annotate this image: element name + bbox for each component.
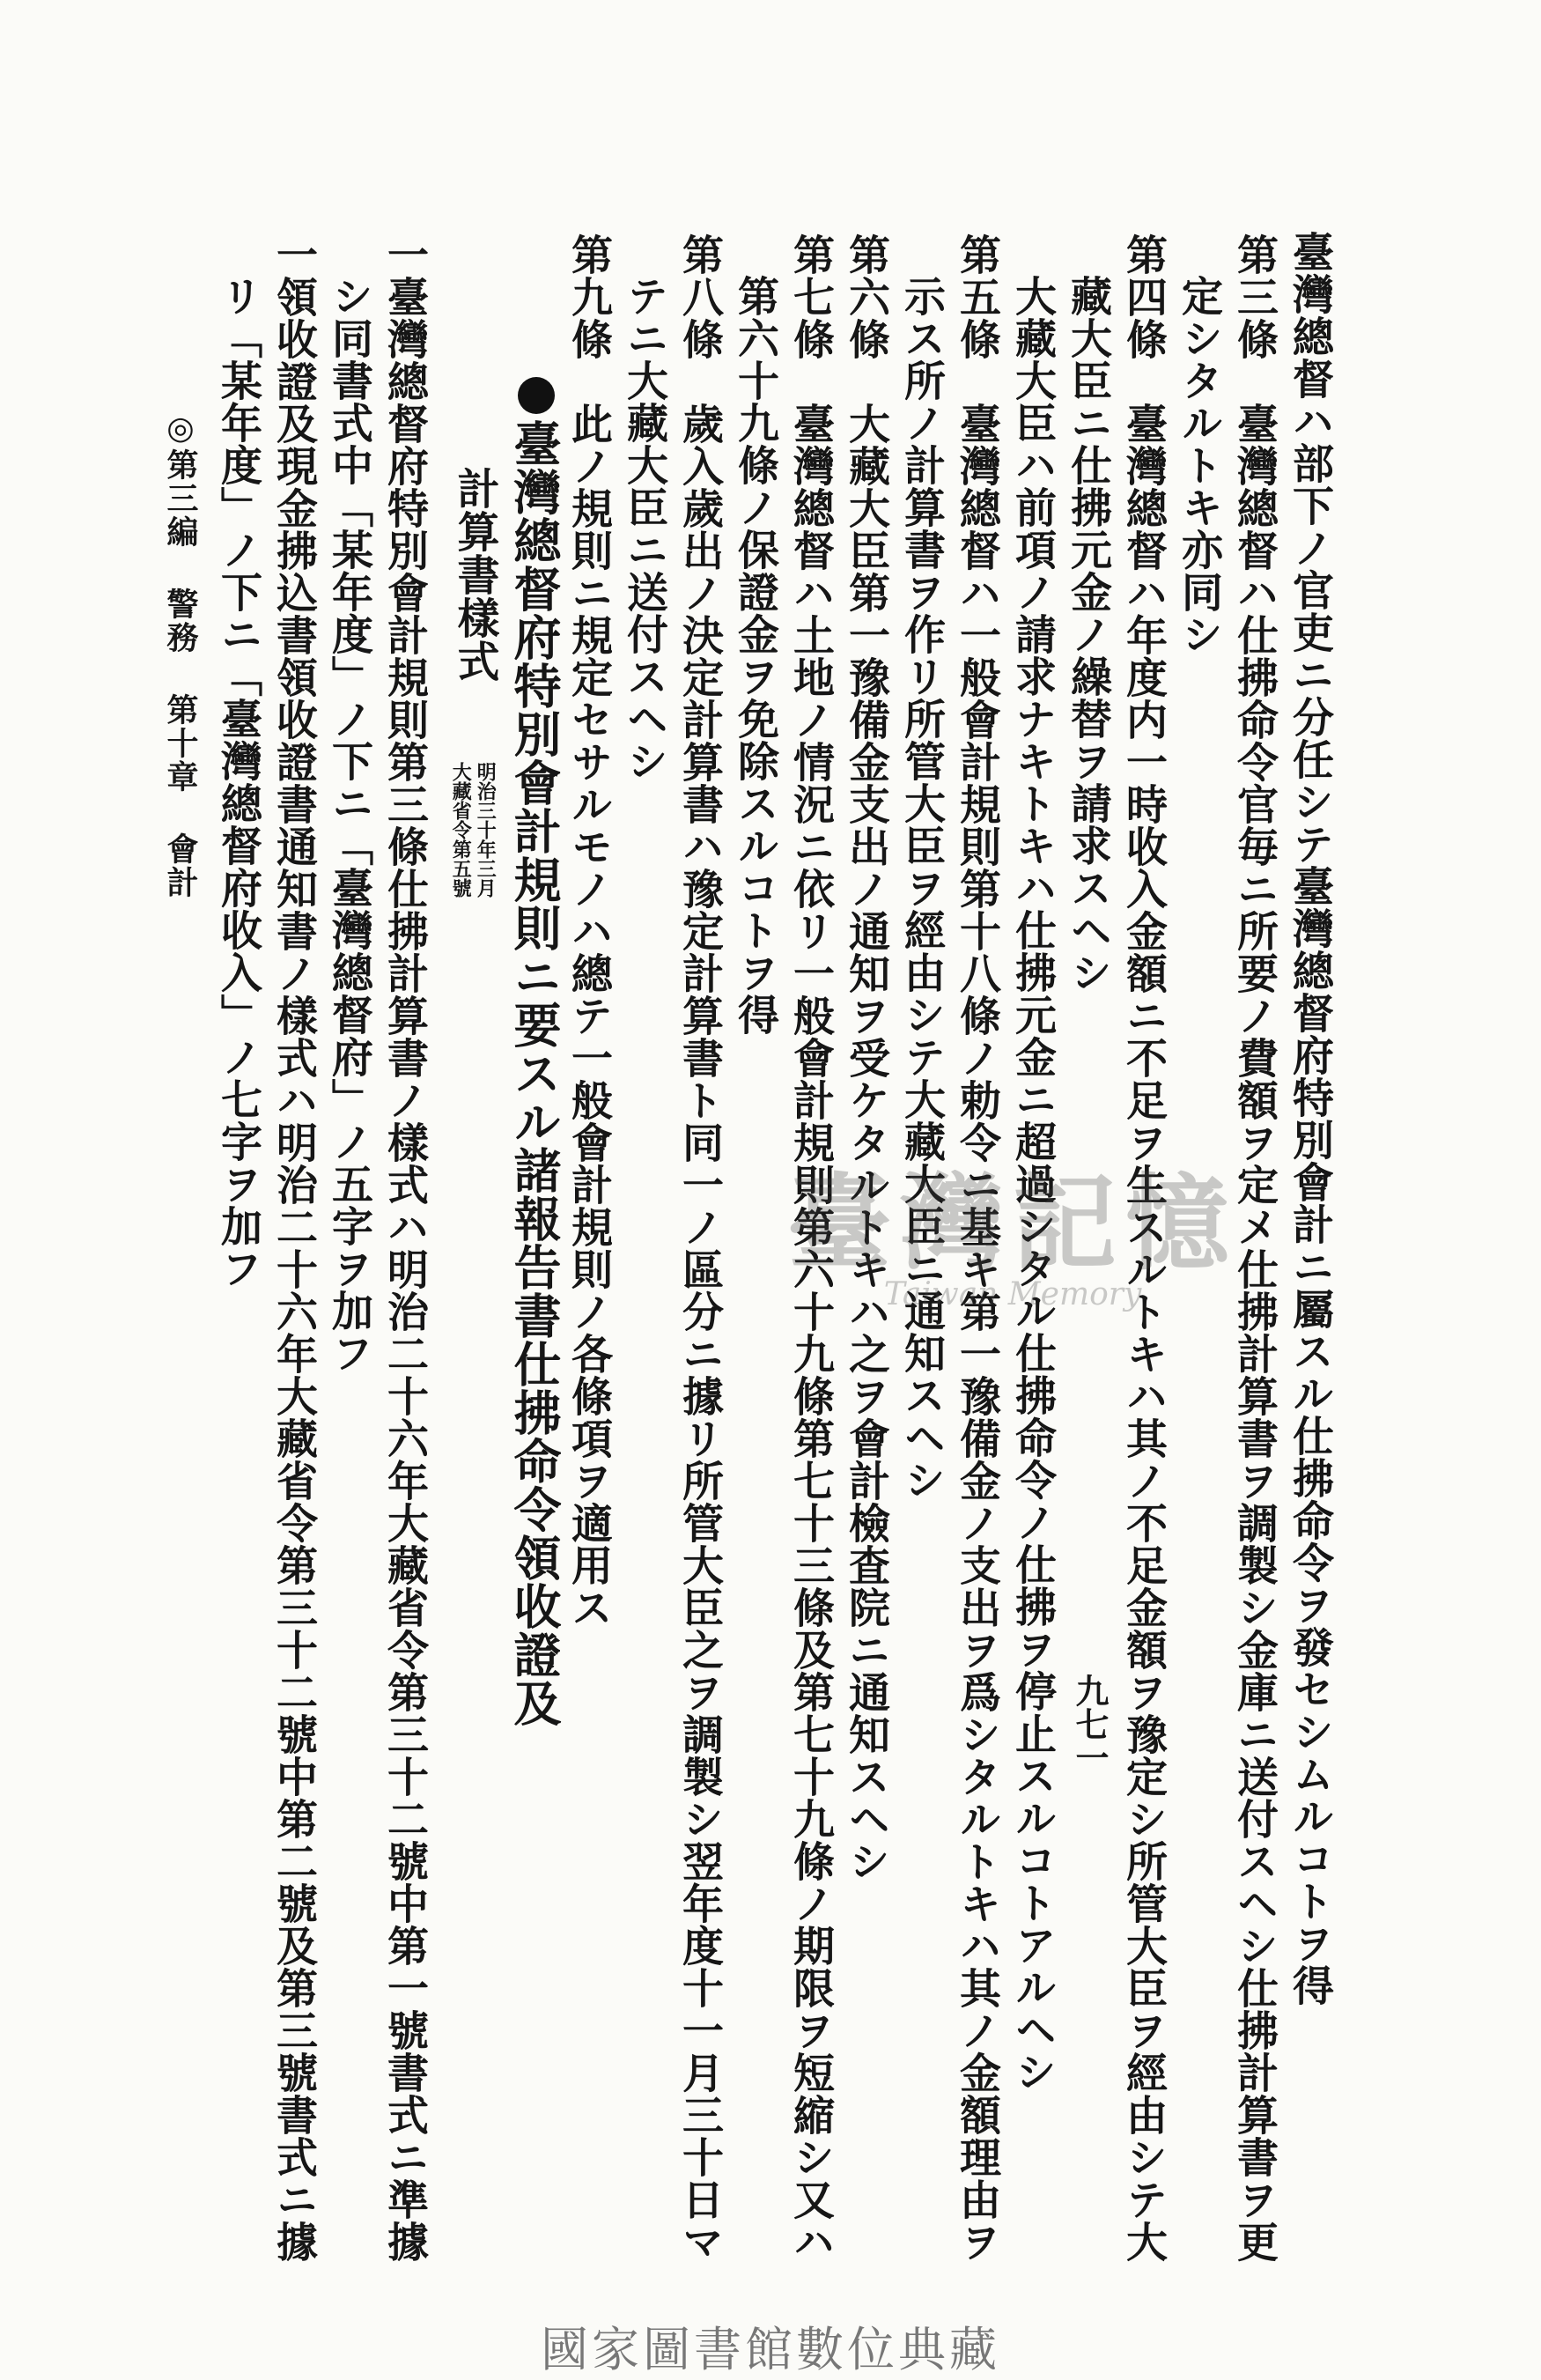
text-column: 第七條 臺灣總督ハ土地ノ情況ニ依リ一般會計規則第六十九條第七十三條及第七十九條ノ期限ヲ短縮シ又ハ bbox=[786, 233, 835, 2263]
text-column: 臺灣總督ハ部下ノ官吏ニ分任シテ臺灣總督府特別會計ニ屬スル仕拂命令ヲ發セシムルコトヲ得 bbox=[1286, 231, 1334, 2007]
section-subheading: 計算書樣式 bbox=[450, 467, 499, 683]
text-column: 大藏大臣ハ前項ノ請求ナキトキハ仕拂元金ニ超過シタル仕拂命令ノ仕拂ヲ停止スルコトアルヘシ bbox=[1008, 275, 1057, 2093]
text-column: シ同書式中「某年度」ノ下ニ「臺灣總督府」ノ五字ヲ加フ bbox=[325, 275, 373, 1374]
text-column: 示ス所ノ計算書ヲ作リ所管大臣ヲ經由シテ大藏大臣ニ通知スヘシ bbox=[897, 275, 946, 1501]
text-column: 第六條 大藏大臣第一豫備金支出ノ通知ヲ受ケタルトキハ之ヲ會計檢査院ニ通知スヘシ bbox=[842, 233, 890, 1882]
watermark-sub: Taiwan Memory bbox=[883, 1276, 1142, 1312]
text-column: リ「某年度」ノ下ニ「臺灣總督府收入」ノ七字ヲ加フ bbox=[214, 275, 262, 1290]
text-column: 第四條 臺灣總督ハ年度内一時收入金額ニ不足ヲ生スルトキハ其ノ不足金額ヲ豫定シ所管大臣ヲ經由シテ大 bbox=[1119, 233, 1168, 2263]
page-number: 九七一 bbox=[1070, 1674, 1110, 1774]
text-column: 第八條 歲入歲出ノ決定計算書ハ豫定計算書ト同一ノ區分ニ據リ所管大臣之ヲ調製シ翌年度十一月三十日マ bbox=[675, 233, 724, 2263]
heading-note-line2: 大藏省令第五號 bbox=[449, 762, 473, 898]
text-column: 第六十九條ノ保證金ヲ免除スルコトヲ得 bbox=[731, 275, 779, 1036]
text-column: 一領收證及現金拂込書領收證書通知書ノ樣式ハ明治二十六年大藏省令第三十二號中第二號及第三號書式ニ據 bbox=[269, 233, 318, 2263]
text-column: 一臺灣總督府特別會計規則第三條仕拂計算書ノ樣式ハ明治二十六年大藏省令第三十二號中第一號書式ニ準據 bbox=[380, 233, 429, 2263]
heading-bullet-mark bbox=[518, 377, 555, 414]
watermark-main: 臺灣記憶 bbox=[786, 1162, 1238, 1284]
text-column: テニ大藏大臣ニ送付スヘシ bbox=[620, 275, 668, 782]
running-head: ◎第三編 警務 第十章 會計 bbox=[162, 410, 199, 899]
taiwan-memory-watermark bbox=[766, 1162, 1259, 1339]
text-column: 第三條 臺灣總督ハ仕拂命令官毎ニ所要ノ費額ヲ定メ仕拂計算書ヲ調製シ金庫ニ送付スヘシ仕拂計算書ヲ更 bbox=[1230, 233, 1279, 2263]
library-footer: 國家圖書館數位典藏 bbox=[541, 2322, 1000, 2377]
heading-note-line1: 明治三十年三月 bbox=[474, 762, 498, 898]
text-column: 藏大臣ニ仕拂元金ノ繰替ヲ請求スヘシ bbox=[1064, 275, 1112, 994]
text-column: 定シタルトキ亦同シ bbox=[1175, 275, 1223, 655]
text-column: 第五條 臺灣總督ハ一般會計規則第十八條ノ勅令ニ基キ第一豫備金ノ支出ヲ爲シタルトキハ其ノ金額理由ヲ bbox=[953, 233, 1001, 2263]
section-heading: 臺灣總督府特別會計規則ニ要スル諸報告書仕拂命令領收證及 bbox=[506, 419, 563, 1727]
text-column: 第九條 此ノ規則ニ規定セサルモノハ總テ一般會計規則ノ各條項ヲ適用ス bbox=[564, 233, 613, 1629]
